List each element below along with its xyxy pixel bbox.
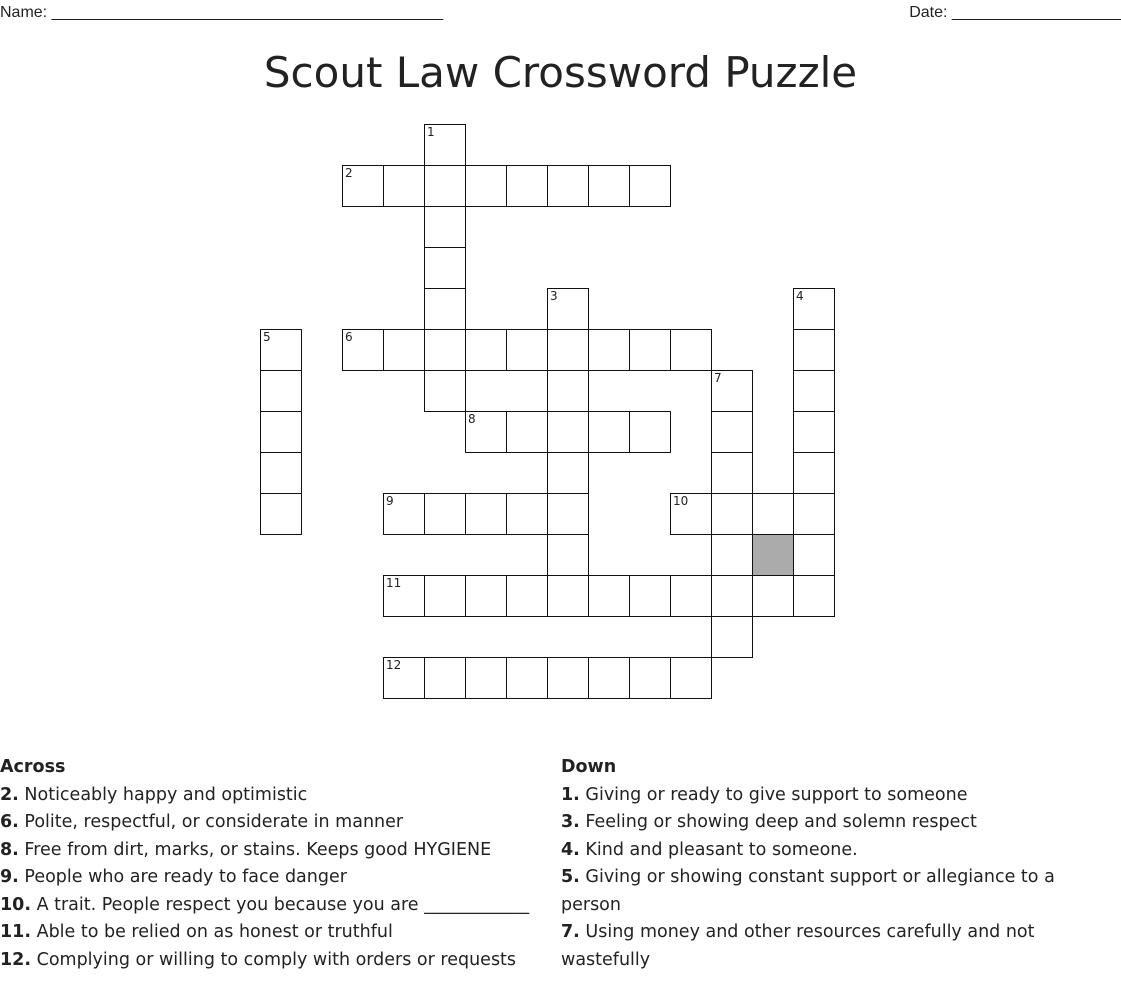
cell-number: 9 [386,494,394,508]
across-clue [0,782,540,810]
cell-number: 11 [386,576,402,590]
grid-cell[interactable] [424,247,466,289]
grid-cell[interactable] [588,575,630,617]
grid-cell[interactable] [547,370,589,412]
grid-cell[interactable] [383,165,425,207]
grid-cell[interactable] [793,575,835,617]
across-clue [0,947,540,975]
grid-cell[interactable] [711,616,753,658]
clue-text: Giving or ready to give support to someone [585,784,968,805]
grid-cell[interactable] [506,575,548,617]
grid-cell[interactable] [424,288,466,330]
grid-cell[interactable] [752,493,794,535]
grid-cell[interactable] [793,493,835,535]
grid-cell[interactable] [465,575,507,617]
grid-cell[interactable] [424,329,466,371]
grid-cell[interactable] [711,534,753,576]
grid-cell[interactable] [547,288,589,330]
clue-number: 6. [0,812,19,832]
grid-cell[interactable] [547,575,589,617]
clue-text: Polite, respectful, or considerate in manner [24,812,404,832]
down-clue [561,919,1101,974]
clue-text: Using money and other resources carefully and not wastefully [561,922,1035,970]
grid-cell[interactable] [465,493,507,535]
clue-text: Free from dirt, marks, or stains. Keeps good HYGIENE [24,839,492,860]
cell-number: 10 [673,494,689,508]
clue-text: Complying or willing to comply with orders or requests [36,949,517,970]
clue-text: Kind and pleasant to someone. [585,839,858,860]
grid-cell[interactable] [424,206,466,248]
grid-cell[interactable] [465,411,507,453]
across-clue [0,837,540,865]
date-label: Date: [909,4,948,21]
grid-cell[interactable] [793,370,835,412]
grid-cell[interactable] [547,411,589,453]
across-heading: Across [0,757,66,777]
grid-cell[interactable] [629,575,671,617]
grid-cell[interactable] [711,411,753,453]
grid-cell[interactable] [588,329,630,371]
grid-cell[interactable] [588,165,630,207]
grid-cell[interactable] [260,411,302,453]
cell-number: 5 [263,330,271,344]
grid-cell[interactable] [752,575,794,617]
cell-number: 4 [796,289,804,303]
cell-number: 3 [550,289,558,303]
grid-cell[interactable] [260,452,302,494]
grid-cell[interactable] [506,657,548,699]
grid-cell[interactable] [793,452,835,494]
grid-cell[interactable] [711,493,753,535]
name-label: Name: [0,4,48,21]
grid-cell[interactable] [260,329,302,371]
grid-cell[interactable] [711,370,753,412]
clue-text: Giving or showing constant support or allegiance to a person [561,867,1055,915]
grid-cell[interactable] [424,575,466,617]
cell-number: 2 [345,166,353,180]
grid-cell[interactable] [711,452,753,494]
cell-number: 12 [386,658,402,672]
grid-cell[interactable] [424,370,466,412]
clue-number: 9. [0,867,19,887]
clue-number: 3. [561,812,580,832]
down-heading: Down [561,757,617,777]
grid-cell[interactable] [547,534,589,576]
grid-cell[interactable] [260,493,302,535]
cell-number: 8 [468,412,476,426]
across-clues [0,754,540,974]
grid-cell[interactable] [342,329,384,371]
clue-text: Noticeably happy and optimistic [24,784,308,805]
grid-cell[interactable] [547,493,589,535]
shaded-cell [752,534,794,576]
grid-cell[interactable] [670,657,712,699]
grid-cell[interactable] [342,165,384,207]
cell-number: 6 [345,330,353,344]
grid-cell[interactable] [793,534,835,576]
clue-text: Feeling or showing deep and solemn respect [585,812,977,832]
across-clue [0,864,540,892]
clue-number: 2. [0,784,19,805]
clue-text: Able to be relied on as honest or truthful [36,922,393,942]
grid-cell[interactable] [424,493,466,535]
grid-cell[interactable] [670,329,712,371]
grid-cell[interactable] [506,165,548,207]
grid-cell[interactable] [547,329,589,371]
down-clue [561,837,1101,865]
down-clue [561,864,1101,919]
clue-number: 4. [561,839,580,860]
grid-cell[interactable] [383,493,425,535]
clue-number: 1. [561,784,580,805]
down-clues [561,754,1101,974]
clue-number: 12. [0,949,32,970]
grid-cell[interactable] [506,493,548,535]
name-line[interactable]: ____________________________________________ [51,4,444,21]
grid-cell[interactable] [588,657,630,699]
date-line[interactable]: ___________________ [951,4,1121,21]
grid-cell[interactable] [465,329,507,371]
grid-cell[interactable] [424,657,466,699]
grid-cell[interactable] [424,124,466,166]
clue-number: 11. [0,922,32,942]
grid-cell[interactable] [670,493,712,535]
down-clue [561,782,1101,810]
clue-number: 10. [0,894,32,915]
grid-cell[interactable] [424,165,466,207]
grid-cell[interactable] [711,575,753,617]
grid-cell[interactable] [629,165,671,207]
grid-cell[interactable] [629,657,671,699]
grid-cell[interactable] [465,657,507,699]
grid-cell[interactable] [383,575,425,617]
grid-cell[interactable] [793,411,835,453]
across-clue [0,892,540,920]
down-clue [561,809,1101,837]
grid-cell[interactable] [629,411,671,453]
grid-cell[interactable] [506,329,548,371]
grid-cell[interactable] [793,288,835,330]
clue-text: People who are ready to face danger [24,867,347,887]
grid-cell[interactable] [547,165,589,207]
grid-cell[interactable] [383,329,425,371]
grid-cell[interactable] [793,329,835,371]
across-clue [0,809,540,837]
grid-cell[interactable] [629,329,671,371]
clue-number: 7. [561,922,580,942]
cell-number: 1 [427,125,435,139]
grid-cell[interactable] [506,411,548,453]
across-clue [0,919,540,947]
clue-number: 5. [561,867,580,887]
clue-text: A trait. People respect you because you are ____________ [36,894,530,915]
grid-cell[interactable] [670,575,712,617]
grid-cell[interactable] [547,452,589,494]
grid-cell[interactable] [547,657,589,699]
grid-cell[interactable] [588,411,630,453]
grid-cell[interactable] [383,657,425,699]
grid-cell[interactable] [465,165,507,207]
page-title: Scout Law Crossword Puzzle [263,48,858,97]
clue-number: 8. [0,839,19,860]
grid-cell[interactable] [260,370,302,412]
cell-number: 7 [714,371,722,385]
